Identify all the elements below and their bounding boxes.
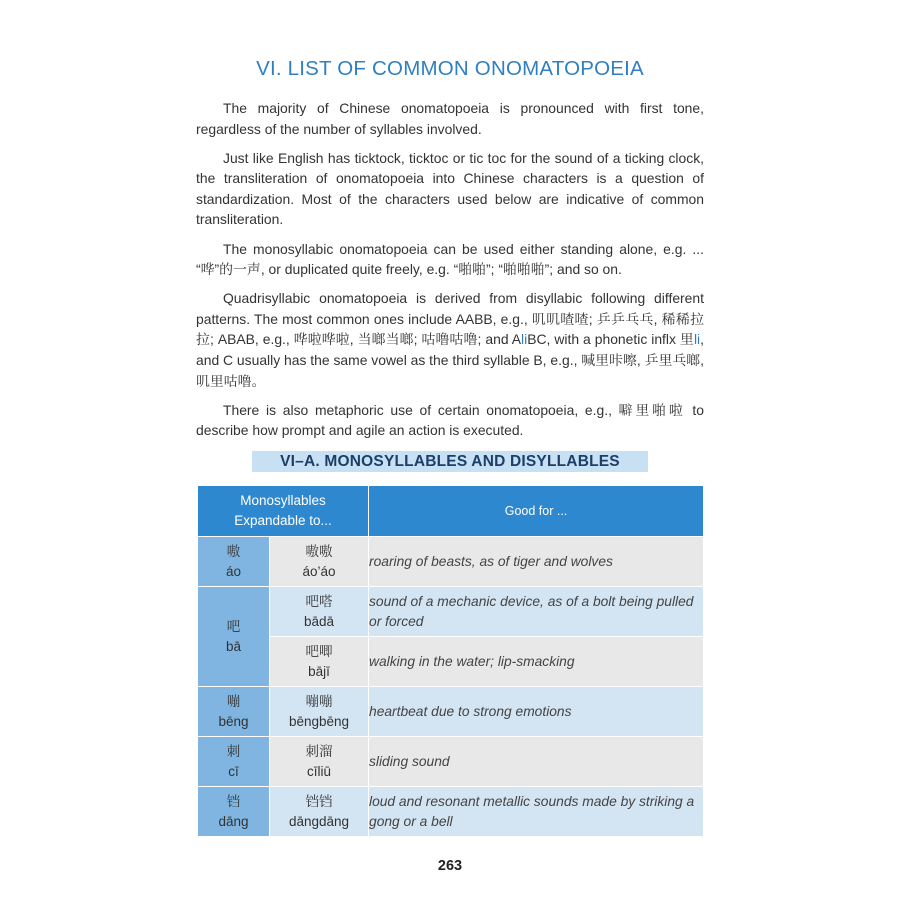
mono-char: 刺 xyxy=(226,743,241,759)
expanded-char: 嗷嗷 xyxy=(305,543,333,559)
mono-char: 吧 xyxy=(226,618,241,634)
good-for-cell: loud and resonant metallic sounds made by striking a gong or a bell xyxy=(369,787,704,837)
expanded-char: 刺溜 xyxy=(305,743,333,759)
mono-pinyin: cī xyxy=(228,763,239,779)
page-number: 263 xyxy=(437,858,463,874)
table-row xyxy=(198,737,704,787)
header-mono-line1: Monosyllables xyxy=(240,493,326,508)
table-header-row xyxy=(198,486,704,537)
paragraph-4-part-a: Quadrisyllabic onomatopoeia is derived from disyllabic following different patterns. The most common ones include AABB, e.g., 叽叽喳喳; 乒乒乓乓, 稀稀拉拉; ABAB, e.g., 哗啦哗啦, 当啷当啷; 咕噜咕噜; and A xyxy=(196,290,704,348)
table-row xyxy=(198,637,704,687)
page-title: VI. LIST OF COMMON ONOMATOPOEIA xyxy=(256,57,644,80)
highlight-li-1: li xyxy=(521,331,528,348)
mono-pinyin: áo xyxy=(225,563,242,579)
section-heading: VI–A. MONOSYLLABLES AND DISYLLABLES xyxy=(252,451,648,472)
mono-cell xyxy=(198,687,270,737)
paragraph-4-part-b: BC, with a phonetic inflx 里 xyxy=(527,331,694,348)
expanded-cell xyxy=(270,537,369,587)
mono-char: 嘣 xyxy=(226,693,241,709)
mono-cell xyxy=(198,537,270,587)
expanded-cell xyxy=(270,687,369,737)
expanded-pinyin: bājī xyxy=(308,663,330,679)
expanded-cell xyxy=(270,737,369,787)
good-for-cell: heartbeat due to strong emotions xyxy=(369,687,704,737)
table-row xyxy=(198,587,704,637)
body-text xyxy=(196,98,704,449)
table-row xyxy=(198,537,704,587)
paragraph-4-part-c: , and C usually has the same vowel as the third syllable B, e.g., 喊里咔嚓, 乒里乓啷, 叽里咕噜。 xyxy=(196,331,704,389)
expanded-pinyin: áo’áo xyxy=(302,563,336,579)
mono-pinyin: dāng xyxy=(218,813,249,829)
onomatopoeia-table xyxy=(197,485,704,837)
expanded-cell xyxy=(270,637,369,687)
mono-pinyin: bēng xyxy=(218,713,249,729)
paragraph-3: The monosyllabic onomatopoeia can be used either standing alone, e.g. ... “哗”的一声, or duplicated quite freely, e.g. “啪啪”; “啪啪啪”; and so on. xyxy=(196,240,704,278)
table-row xyxy=(198,787,704,837)
paragraph-4 xyxy=(196,288,704,391)
good-for-cell: walking in the water; lip-smacking xyxy=(369,637,704,687)
mono-cell xyxy=(198,737,270,787)
table-row xyxy=(198,687,704,737)
good-for-cell: sliding sound xyxy=(369,737,704,787)
mono-pinyin: bā xyxy=(225,638,242,654)
good-for-cell: roaring of beasts, as of tiger and wolves xyxy=(369,537,704,587)
expanded-char: 吧嗒 xyxy=(305,593,333,609)
header-monosyllables xyxy=(198,486,369,537)
expanded-char: 铛铛 xyxy=(305,793,333,809)
header-mono-line2: Expandable to... xyxy=(234,513,332,528)
expanded-cell xyxy=(270,587,369,637)
highlight-li-2: li xyxy=(693,331,701,348)
header-good-for: Good for ... xyxy=(369,486,704,537)
paragraph-2: Just like English has ticktock, ticktoc or tic toc for the sound of a ticking clock, the transliteration of onomatopoeia into Chinese characters is a question of standardization. Most of the characters used below are indicative of common transliteration. xyxy=(196,149,704,228)
mono-char: 嗷 xyxy=(226,543,241,559)
paragraph-5: There is also metaphoric use of certain onomatopoeia, e.g., 噼里啪啦 to describe how prompt and agile an action is executed. xyxy=(196,401,704,439)
expanded-char: 嘣嘣 xyxy=(305,693,333,709)
mono-char: 铛 xyxy=(226,793,241,809)
good-for-cell: sound of a mechanic device, as of a bolt being pulled or forced xyxy=(369,587,704,637)
expanded-pinyin: cīliū xyxy=(307,763,332,779)
expanded-char: 吧唧 xyxy=(305,643,333,659)
expanded-cell xyxy=(270,787,369,837)
expanded-pinyin: dāngdāng xyxy=(288,813,350,829)
mono-cell xyxy=(198,787,270,837)
expanded-pinyin: bēngbēng xyxy=(288,713,350,729)
paragraph-1: The majority of Chinese onomatopoeia is pronounced with first tone, regardless of the number of syllables involved. xyxy=(196,100,704,137)
expanded-pinyin: bādā xyxy=(303,613,335,629)
mono-cell xyxy=(198,587,270,687)
